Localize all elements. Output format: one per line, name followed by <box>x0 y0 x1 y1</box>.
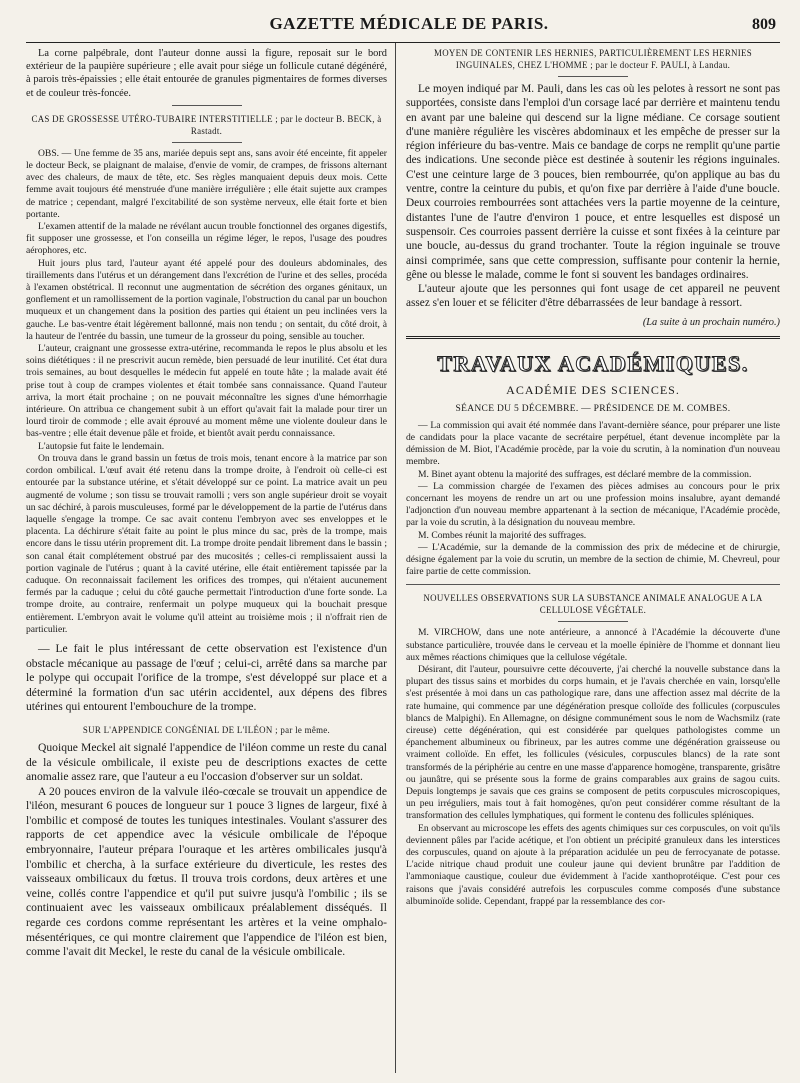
page-header <box>26 14 780 40</box>
paragraph: M. Combes réunit la majorité des suffrages. <box>418 529 587 541</box>
double-rule <box>406 336 780 339</box>
section-divider <box>172 142 242 143</box>
paragraph: OBS. — Une femme de 35 ans, mariée depuis sept ans, sans avoir été enceinte, fit appeler le docteur Beck, se plaignant de malaise, d'envie de vomir, de crampes, de frissons alternant avec des chaleurs, de maux de tête, etc. Ses règles manquaient depuis deux mois. Cette femme avait toujours été menstruée d'une manière irrégulière ; elle était sujette aux crampes de matrice ; cependant, malgré l'excitabilité de son système nerveux, elle était forte et bien portante. <box>26 147 387 220</box>
section-divider <box>558 76 628 77</box>
section-heading: SUR L'APPENDICE CONGÉNIAL DE L'ILÉON ; par le même. <box>82 724 331 735</box>
paragraph: — La commission qui avait été nommée dans l'avant-dernière séance, pour préparer une liste de candidats pour la place vacante de secrétaire perpétuel, étant devenue incomplète par la démission de M. Biot, l'Académie procède, par la voie du scrutin, à la nomination d'un nouveau membre. <box>406 419 780 468</box>
paragraph: — L'Académie, sur la demande de la commission des prix de médecine et de chirurgie, désigne également par la voie du scrutin, un membre de la section de chimie, M. Chevreul, pour faire partie de cette commission. <box>406 541 780 578</box>
page-number: 809 <box>752 16 776 33</box>
paragraph: L'autopsie fut faite le lendemain. <box>38 440 165 452</box>
paragraph: L'auteur ajoute que les personnes qui font usage de cet appareil ne peuvent assez s'en louer et se féliciter d'être débarrassées de leur bandage à ressort. <box>406 283 780 310</box>
left-column <box>26 43 396 1073</box>
journal-title: GAZETTE MÉDICALE DE PARIS. <box>269 14 549 33</box>
session-heading: SÉANCE DU 5 DÉCEMBRE. — PRÉSIDENCE DE M. COMBES. <box>455 403 731 414</box>
academy-heading: ACADÉMIE DES SCIENCES. <box>506 382 680 397</box>
paragraph: M. VIRCHOW, dans une note antérieure, a annoncé à l'Académie la découverte d'une substance particulière, trouvée dans le cerveau et la moelle épinière de l'homme et donnant lieu aux mêmes réactions chimiques que la cellulose végétale. <box>406 627 780 663</box>
continuation-note: (La suite à un prochain numéro.) <box>642 316 780 328</box>
section-heading: MOYEN DE CONTENIR LES HERNIES, PARTICULIÈREMENT LES HERNIES INGUINALES, CHEZ L'HOMME ; par le docteur F. PAULI, à Landau. <box>434 48 752 70</box>
paragraph: M. Binet ayant obtenu la majorité des suffrages, est déclaré membre de la commission. <box>418 468 752 480</box>
paragraph: Le moyen indiqué par M. Pauli, dans les cas où les pelotes à ressort ne sont pas supportées, consiste dans l'emploi d'un corsage lacé par derrière et maintenu tendu en avant par une baleine qui descend sur la ligne médiane. Ce corsage soutient d'une manière régulière les viscères abdominaux et les empêche de presser sur la région inférieure du bas-ventre. Mais ce bandage de corps ne remplit qu'une partie des indications. Une seconde pièce est destinée à soutenir les régions inguinales. C'est une ceinture large de 3 pouces, bien rembourrée, qu'on applique au bas du ventre, contre la ceinture du pubis, et qu'on fixe par derrière à l'aide d'une boucle. Deux courroies rembourrées sont attachées vers la partie moyenne de la ceinture, distantes l'une de l'autre d'environ 1 pouce, et entre lesquelles est disposé un suspensoir. Ces courroies passent derrière la cuisse et sont fixées à la ceinture par une boucle, au-dessus du grand trochanter. Toute la région inguinale se trouve ainsi comprimée, sans que cette compression, suffisante pour contenir la hernie, gêne ou blesse le malade, comme le font si souvent les bandages ordinaires. <box>406 83 780 281</box>
paragraph: Huit jours plus tard, l'auteur ayant été appelé pour des douleurs abdominales, des tiraillements dans l'utérus et un dérangement dans l'excrétion de l'urine et des selles, procéda à l'examen obstétrical. Il reconnut une augmentation de sécrétion des organes génitaux, un gonflement et un ramollissement de la portion vaginale, l'obstruction du canal par un bouchon muqueux et un changement dans la position des parties qui étaient un peu inclinées vers la gauche. Le bas-ventre était légèrement ballonné, mais non tendu ; on sentait, du côté droit, à la hauteur de l'entrée du bassin, une tumeur de la grosseur du poing, sensible au toucher. <box>26 257 387 342</box>
columns <box>26 43 780 1073</box>
paragraph: L'auteur, craignant une grossesse extra-utérine, recommanda le repos le plus absolu et les soins diététiques : il ne prescrivit aucun remède, bien persuadé de leur inutilité. Cet état dura trois semaines, au bout desquelles le médecin fut appelé en toute hâte ; la malade avait été prise tout à coup de crampes violentes et était tombée sans connaissance. Quand l'auteur arriva, la mort était prochaine ; on ne pouvait méconnaître les signes d'une hémorrhagie intérieure. On attribua ce changement subit à un effort qu'avait fait la malade pour tirer un lourd tiroir de commode ; elle avait éprouvé au moment même une violente douleur dans le bas-ventre ; elle était devenue pâle et froide, et bientôt avait perdu connaissance. <box>26 343 387 440</box>
paragraph: La corne palpébrale, dont l'auteur donne aussi la figure, reposait sur le bord extérieur de la paupière supérieure ; elle avait pour siége un follicule cutané dégénéré, à parois très-épaissies ; elle était entourée de granules pigmentaires de formes diverses et de couleur très-foncée. <box>26 48 387 99</box>
paragraph: Quoique Meckel ait signalé l'appendice de l'iléon comme un reste du canal de la vésicule ombilicale, il existe peu de descriptions exactes de cette anomalie assez rare, que l'auteur a eu l'occasion d'observer sur un soldat. <box>26 740 387 784</box>
paragraph: — Le fait le plus intéressant de cette observation est l'existence d'un obstacle mécanique au passage de l'œuf ; celui-ci, arrêté dans sa marche par le polype qui occupait l'orifice de la trompe, s'est développé sur place et a déterminé la formation d'un sac utérin accidentel, aux dépens des fibres utérines qui entourent l'embouchure de la trompe. <box>26 641 387 714</box>
section-divider <box>558 621 628 622</box>
section-heading: CAS DE GROSSESSE UTÉRO-TUBAIRE INTERSTITIELLE ; par le docteur B. BECK, à Rastadt. <box>31 113 382 136</box>
right-column <box>396 43 780 1073</box>
section-heading: NOUVELLES OBSERVATIONS SUR LA SUBSTANCE ANIMALE ANALOGUE A LA CELLULOSE VÉGÉTALE. <box>423 593 763 616</box>
section-title: TRAVAUX ACADÉMIQUES. <box>437 350 749 376</box>
paragraph: En observant au microscope les effets des agents chimiques sur ces corpuscules, on voit qu'ils deviennent pâles par l'acide acétique, et l'on obtient un précipité granuleux dans les interstices des corpuscules, quand on ajoute à la préparation acidulée un peu de ferrocyanate de potasse. L'acide nitrique chaud produit une couleur jaune qui devient brunâtre par l'addition de l'ammoniaque caustique, couleur due évidemment à l'acide xanthoprotéique. C'est pour ces raisons que j'avais considéré autrefois les corpuscules comme composés d'une substance albuminoïde solide. Cependant, frappé par la ressemblance des cor- <box>406 822 780 907</box>
paragraph: L'examen attentif de la malade ne révélant aucun trouble fonctionnel des organes digestifs, fit supposer une grossesse, et l'on conseilla un régime léger, le repos, l'usage des poudres aérophores, etc. <box>26 221 387 257</box>
section-divider <box>406 584 780 585</box>
paragraph: Désirant, dit l'auteur, poursuivre cette découverte, j'ai cherché la nouvelle substance dans la plupart des tissus sains et morbides du corps humain, et je l'avais cherchée en vain, lorsqu'elle s'est présentée à moi dans un cas pathologique rare, dans une affection assez mal décrite de la rate humaine, qui commence par une dégénération presque colloïde des follicules (corpuscules blancs de Malpighi). En Allemagne, on désigne communément sous le nom de Wachsmilz (rate cireuse) cette dégénération, qui est considérée par quelques pathologistes comme un épanchement albumineux ou fibrineux, par les autres comme une dégénération graisseuse ou vraiment colloïde. En effet, les follicules (vésicules, corpuscules blancs) de la rate sont transformés de la périphérie au centre en une masse d'apparence homogène, transparente, grisâtre ou jaunâtre, qui se présente sous la forme de grains comparables aux grains de sagou cuits. Depuis longtemps je savais que ces grains se composent de petits corpuscules microscopiques, un peu irréguliers, mais tout à fait homogènes, qu'on peut considérer comme résultant de la transformation des cellules lymphatiques, qui forment le contenu des follicules spléniques. <box>406 664 780 822</box>
paragraph: — La commission chargée de l'examen des pièces admises au concours pour le prix concernant les moyens de rendre un art ou une profession moins insalubre, ayant demandé l'adjonction d'un nouveau membre appartenant à la section de mécanique, l'Académie procède, par la voie du scrutin, à la désignation du nouveau membre. <box>406 480 780 529</box>
paragraph: On trouva dans le grand bassin un fœtus de trois mois, tenant encore à la matrice par son cordon ombilical. L'œuf avait été retenu dans la trompe droite, à l'endroit où celle-ci est entourée par la substance utérine, et s'était développé sur ce point. La matrice avait un peu augmenté de volume ; son tissu se trouvait ramolli ; vers son angle supérieur droit se voyait un sac déchiré, à parois musculeuses, formé par le développement de la partie de l'utérus dans laquelle s'engage la trompe. Ce sac avait contenu l'embryon avec ses enveloppes et le placenta. La déchirure s'était faite au point le plus mince du sac, près de la trompe, mais encore dans le tissu utérin proprement dit. La trompe droite pendait librement dans le bassin ; son canal était complétement obstrué par des mucosités ; celles-ci remplissaient aussi la portion vaginale de l'utérus ; quant à la cavité utérine, elle était entièrement tapissée par la caduque. On reconnaissait facilement les orifices des trompes, qui n'étaient aucunement fermés par la caduque ; celui du côté gauche permettait l'introduction d'une forte sonde. La trompe droite, au contraire, renfermait un polype muqueux qui la bouchait presque entièrement. L'embryon avait le volume qu'il atteint au troisième mois ; il n'offrait rien de particulier. <box>26 452 387 635</box>
section-divider <box>172 105 242 106</box>
paragraph: A 20 pouces environ de la valvule iléo-cœcale se trouvait un appendice de l'iléon, mesurant 6 pouces de longueur sur 1 pouce 3 lignes de largeur, fixé à l'ombilic et composé de toutes les tuniques intestinales. Voulant s'assurer des rapports de cet appendice avec la vésicule ombilicale de l'époque embryonnaire, l'auteur prépara l'ouraque et les artères ombilicales jusqu'à l'ombilic et chercha, à la surface extérieure du diverticule, les restes des vaisseaux ombilicaux du fœtus. Il trouva trois cordons, deux artères et une veine, collés contre l'appendice et qu'il put suivre jusqu'à l'ombilic ; ils se continuaient avec les vaisseaux ombilicaux préalablement disséqués. Il regarde ces cordons comme représentant les artères et la veine omphalo-mésentériques, ce qui montre clairement que l'appendice de l'iléon est bien, comme l'avait dit Meckel, le reste du canal de la vésicule ombilicale. <box>26 784 387 959</box>
